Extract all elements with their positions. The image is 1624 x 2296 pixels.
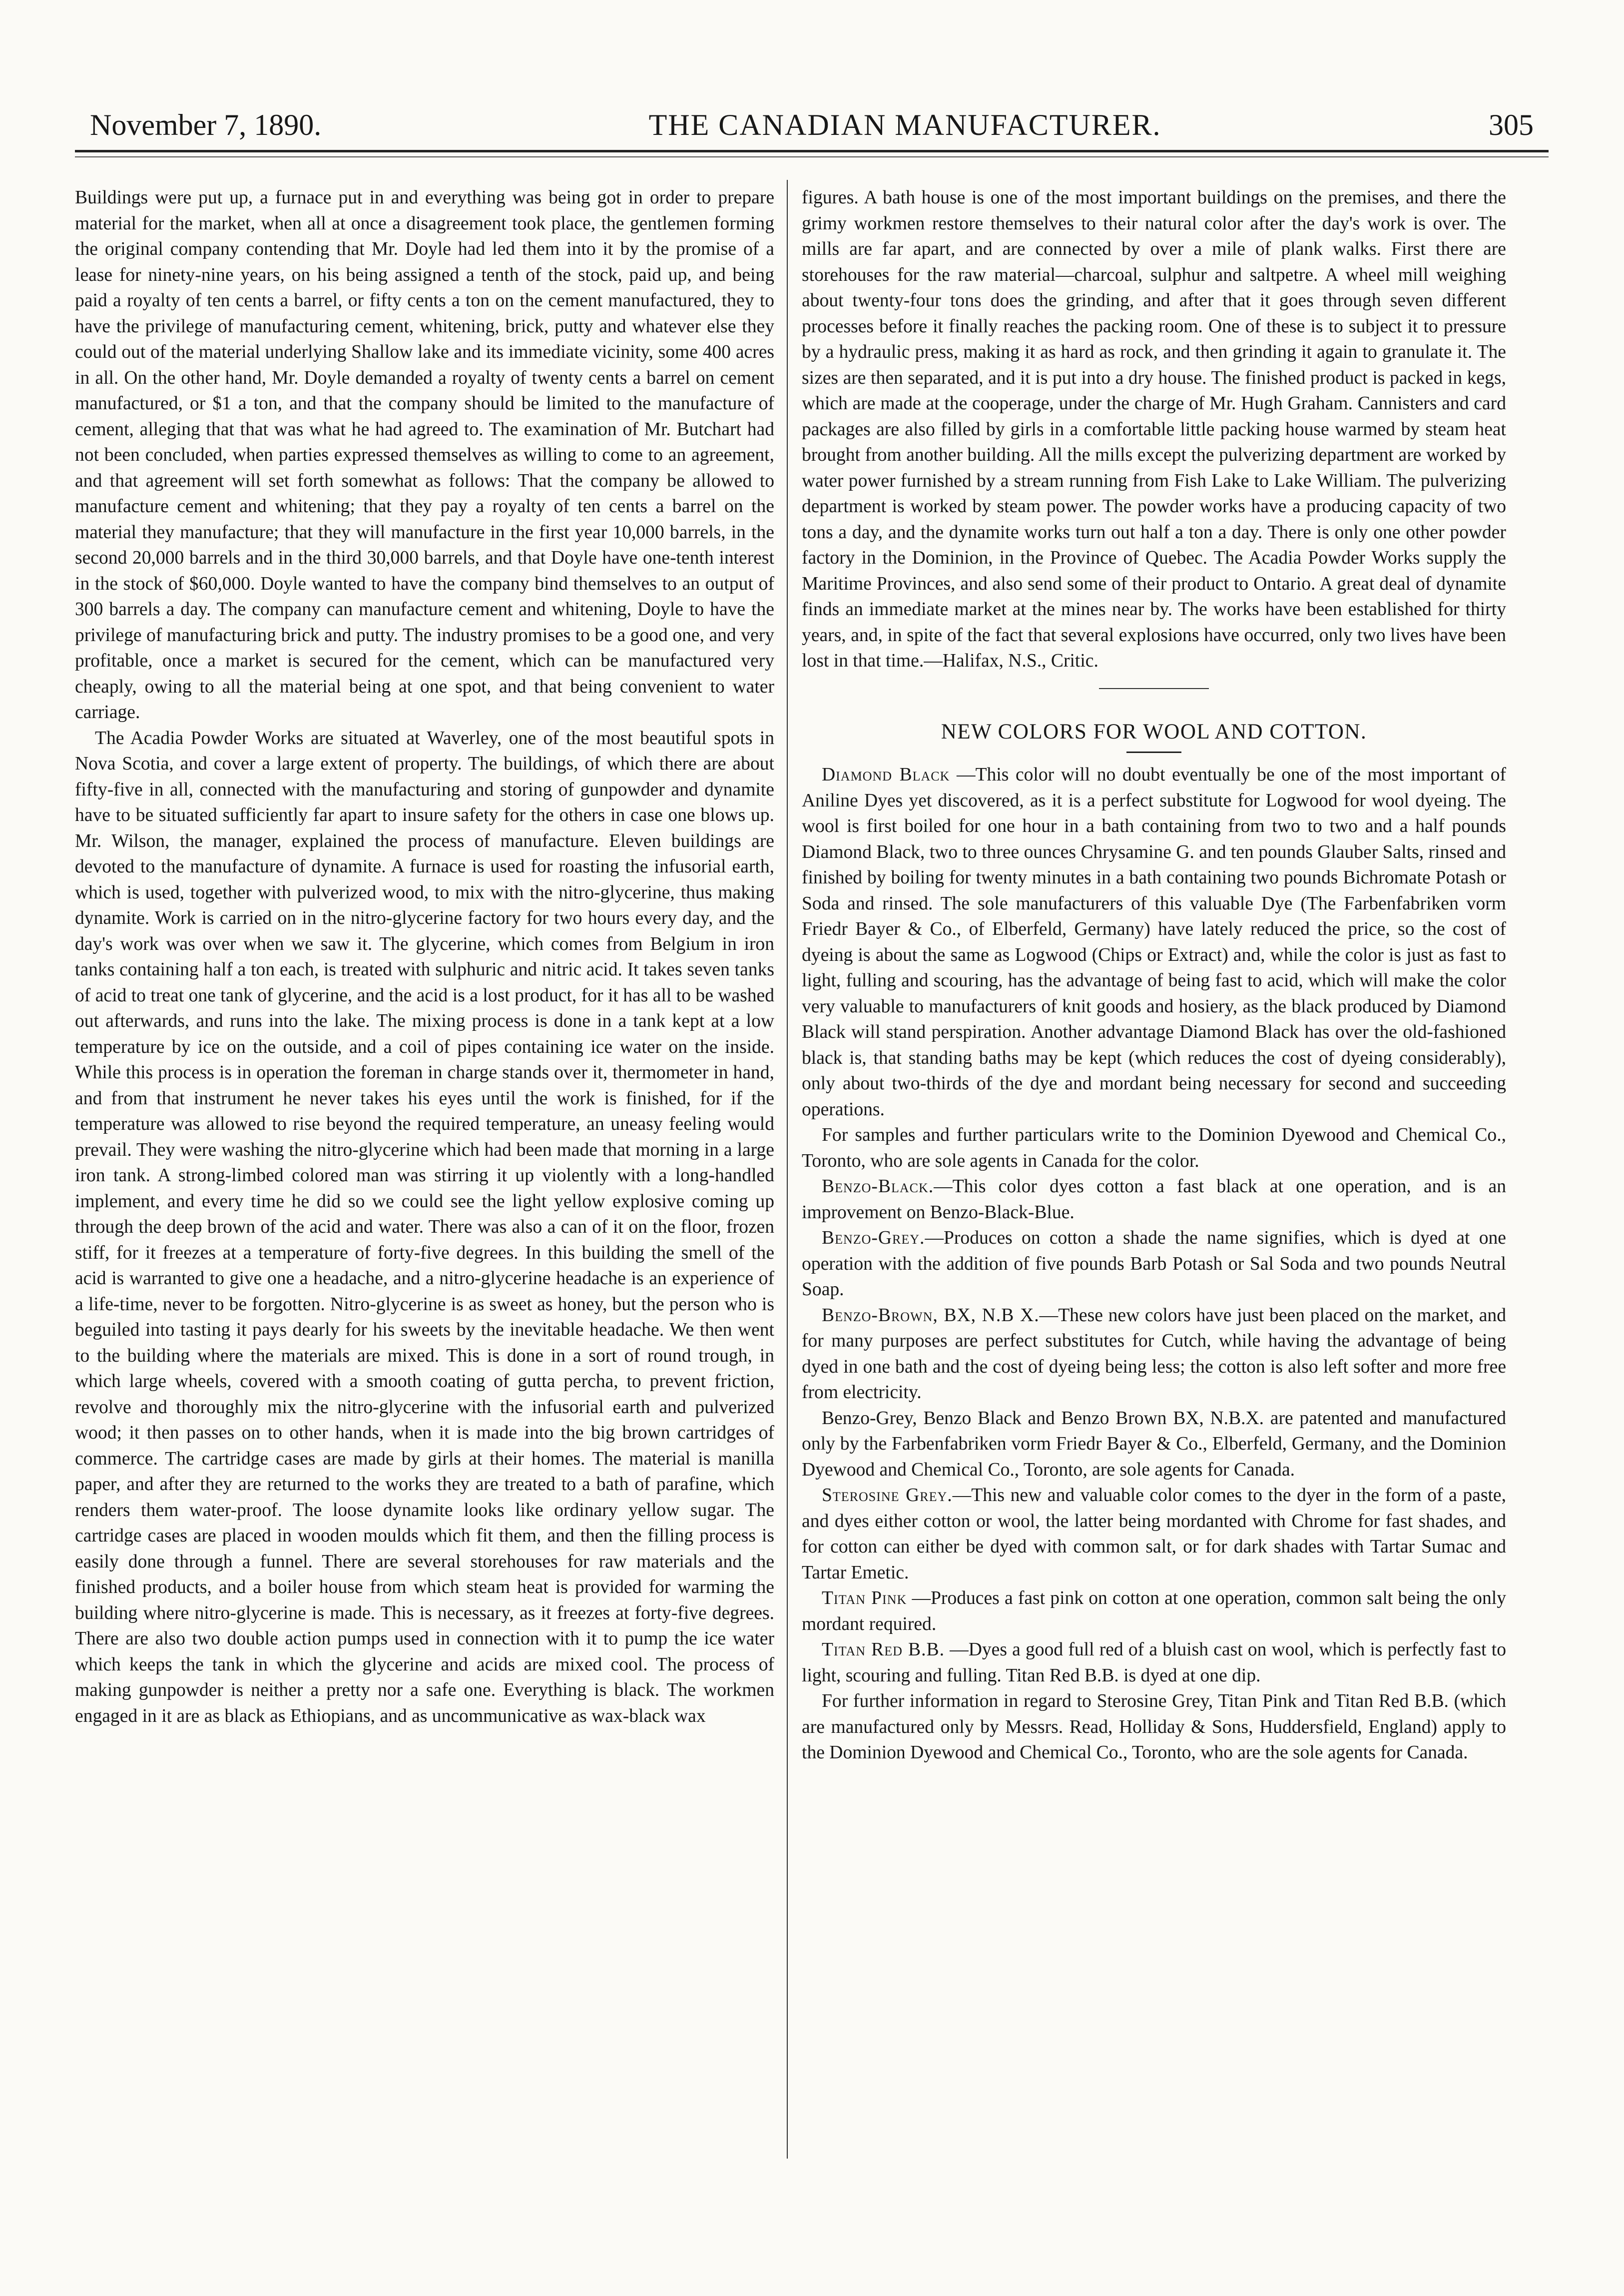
dye-description: —Produces a fast pink on cotton at one operation, common salt being the only mordant required. [802, 1588, 1506, 1634]
dye-name: Benzo-Grey. [822, 1228, 925, 1248]
issue-date: November 7, 1890. [90, 108, 322, 141]
benzo-black-paragraph [802, 1174, 1506, 1225]
dye-name: Titan Red B.B. [822, 1639, 945, 1660]
dye-description: —Dyes a good full red of a bluish cast on wool, which is perfectly fast to light, scouring and fulling. Titan Red B.B. is dyed at one dip. [802, 1639, 1506, 1686]
dye-description: —These new colors have just been placed on the market, and for many purposes are perfect substitutes for Cutch, while having the advantage of being dyed in one bath and the cost of dyeing being less; the cotton is also left softer and more free from electricity. [802, 1305, 1506, 1403]
titan-red-paragraph [802, 1637, 1506, 1688]
benzo-grey-paragraph [802, 1225, 1506, 1303]
header-rule-thin [75, 156, 1549, 157]
dye-name: Diamond Black [822, 765, 950, 785]
dye-description: —This new and valuable color comes to the dyer in the form of a paste, and dyes either cotton or wool, the latter being mordanted with Chrome for fast shades, and for cotton can either be dyed with common salt, or for dark shades with Tartar Sumac and Tartar Emetic. [802, 1485, 1506, 1583]
further-info-paragraph: For further information in regard to Sterosine Grey, Titan Pink and Titan Red B.B. (which are manufactured only by Messrs. Read, Holliday & Sons, Huddersfield, England) apply to the Dominion Dyewood and Chemical Co., Toronto, who are the sole agents for Canada. [802, 1691, 1506, 1763]
diamond-black-paragraph [802, 762, 1506, 1122]
publication-title: THE CANADIAN MANUFACTURER. [648, 108, 1161, 141]
left-column [75, 185, 774, 2164]
article-acadia-powder-paragraph: The Acadia Powder Works are situated at Waverley, one of the most beautiful spots in Nova Scotia, and cover a large extent of property. The buildings, of which there are about fifty-five in all, connected with the manufacturing and storing of gunpowder and dynamite have to be situated sufficiently far apart to insure safety for the others in case one blows up. Mr. Wilson, the manager, explained the process of manufacture. Eleven buildings are devoted to the manufacture of dynamite. A furnace is used for roasting the infusorial earth, which is used, together with pulverized wood, to mix with the nitro-glycerine, thus making dynamite. Work is carried on in the nitro-glycerine factory for two hours every day, and the day's work was over when we saw it. The glycerine, which comes from Belgium in iron tanks containing half a ton each, is treated with sulphuric and nitric acid. It takes seven tanks of acid to treat one tank of glycerine, and the acid is a lost product, for it has all to be washed out afterwards, and runs into the lake. The mixing process is done in a tank kept at a low temperature by ice on the outside, and a coil of pipes containing ice water on the inside. While this process is in operation the foreman in charge stands over it, thermometer in hand, and from that instrument he never takes his eyes until the work is finished, for if the temperature was allowed to rise beyond the required temperature, an uneasy feeling would prevail. They were washing the nitro-glycerine which had been made that morning in a large iron tank. A strong-limbed colored man was stirring it up violently with a long-handled implement, and every time he did so we could see the light yellow explosive coming up through the deep brown of the acid and water. There was also a can of it on the floor, frozen stiff, for it freezes at a temperature of forty-five degrees. In this building the smell of the acid is warranted to give one a headache, and a nitro-glycerine headache is an experience of a life-time, never to be forgotten. Nitro-glycerine is as sweet as honey, but the person who is beguiled into tasting it pays dearly for his sweets by the inevitable headache. We then went to the building where the materials are mixed. This is done in a sort of round trough, in which large wheels, covered with a smooth coating of gutta percha, to prevent friction, revolve and thoroughly mix the nitro-glycerine with the infusorial earth and pulverized wood; it then passes on to other hands, when it is made into the big brown cartridges of commerce. The cartridge cases are made by girls at their homes. The material is manilla paper, and after they are returned to the works they are treated to a bath of parafine, which renders them water-proof. The loose dynamite looks like ordinary yellow sugar. The cartridge cases are placed in wooden moulds which fit them, and then the filling process is easily done through a funnel. There are several storehouses for raw materials and the finished products, and a boiler house from which steam heat is provided for warming the building where nitro-glycerine is made. This is necessary, as it freezes at forty-five degrees. There are also two double action pumps used in connection with it to pump the ice water which keeps the tank in which the glycerine and acids are mixed cool. The process of making gunpowder is neither a pretty nor a safe one. Everything is black. The workmen engaged in it are as black as Ethiopians, and as uncommunicative as wax-black wax [75, 728, 774, 1726]
dye-name: Sterosine Grey. [822, 1485, 953, 1506]
article-cement-paragraph: Buildings were put up, a furnace put in and everything was being got in order to prepare material for the market, when all at once a disagreement took place, the gentlemen forming the original company contending that Mr. Doyle had led them into it by the promise of a lease for ninety-nine years, on his being assigned a tenth of the stock, paid up, and being paid a royalty of ten cents a barrel, or fifty cents a ton on the cement manufactured, they to have the privilege of manufacturing cement, whitening, brick, putty and whatever else they could out of the material underlying Shallow lake and its immediate vicinity, some 400 acres in all. On the other hand, Mr. Doyle demanded a royalty of twenty cents a barrel on cement manufactured, or $1 a ton, and that the company should be limited to the manufacture of cement, alleging that that was what he had agreed to. The examination of Mr. Butchart had not been concluded, when parties expressed themselves as willing to come to an agreement, and that agreement will set forth somewhat as follows: That the company be allowed to manufacture cement and whitening; that they pay a royalty of ten cents a barrel on the material they manufacture; that they will manufacture in the first year 10,000 barrels, in the second 20,000 barrels and in the third 30,000 barrels, and that Doyle have one-tenth interest in the stock of $60,000. Doyle wanted to have the company bind themselves to an output of 300 barrels a day. The company can manufacture cement and whitening, Doyle to have the privilege of manufacturing brick and putty. The industry promises to be a good one, and very profitable, once a market is secured for the cement, which can be manufactured very cheaply, owing to all the material being at one spot, and that being convenient to water carriage. [75, 187, 774, 723]
benzo-brown-paragraph [802, 1303, 1506, 1406]
column-divider [787, 180, 788, 2159]
heading-rule [1126, 752, 1181, 753]
samples-paragraph: For samples and further particulars write to the Dominion Dyewood and Chemical Co., Toronto, who are sole agents in Canada for the color. [802, 1125, 1506, 1171]
dye-name: Titan Pink [822, 1588, 907, 1608]
section-heading: NEW COLORS FOR WOOL AND COTTON. [941, 720, 1367, 744]
page-number: 305 [1488, 108, 1534, 141]
titan-pink-paragraph [802, 1585, 1506, 1637]
sterosine-grey-paragraph [802, 1483, 1506, 1585]
header-rule [75, 150, 1549, 152]
dye-description: —This color will no doubt eventually be one of the most important of Aniline Dyes yet discovered, as it is a perfect substitute for Logwood for wool dyeing. The wool is first boiled for one hour in a bath containing from two to two and a half pounds Diamond Black, two to three ounces Chrysamine G. and ten pounds Glauber Salts, rinsed and finished by boiling for twenty minutes in a bath containing two pounds Bichromate Potash or Soda and rinsed. The sole manufacturers of this valuable Dye (The Farbenfabriken vorm Friedr Bayer & Co., of Elberfeld, Germany) have lately reduced the price, so the cost of dyeing is about the same as Logwood (Chips or Extract) and, while the color is just as fast to light, fulling and scouring, has the advantage of being fast to acid, which will make the color very valuable to manufacturers of knit goods and hosiery, as the black produced by Diamond Black will stand perspiration. Another advantage Diamond Black has over the old-fashioned black is, that standing baths may be kept (which reduces the cost of dyeing considerably), only about two-thirds of the dye and mordant being necessary for second and succeeding operations. [802, 765, 1506, 1120]
patented-paragraph: Benzo-Grey, Benzo Black and Benzo Brown BX, N.B.X. are patented and manufactured only by the Farbenfabriken vorm Friedr Bayer & Co., Elberfeld, Germany, and the Dominion Dyewood and Chemical Co., Toronto, are sole agents for Canada. [802, 1408, 1506, 1480]
dye-description: —Produces on cotton a shade the name signifies, which is dyed at one operation with the addition of five pounds Barb Potash or Sal Soda and two pounds Neutral Soap. [802, 1228, 1506, 1300]
dye-description: —This color dyes cotton a fast black at one operation, and is an improvement on Benzo-Black-Blue. [802, 1176, 1506, 1223]
article-separator [1099, 688, 1209, 689]
dye-name: Benzo-Brown, BX, N.B X. [822, 1305, 1040, 1326]
right-column [802, 185, 1506, 2224]
dye-name: Benzo-Black. [822, 1176, 934, 1197]
article-powder-continued: figures. A bath house is one of the most important buildings on the premises, and there the grimy workmen restore themselves to their natural color after the day's work is over. The mills are far apart, and are connected by over a mile of plank walks. First there are storehouses for the raw material—charcoal, sulphur and saltpetre. A wheel mill weighing about twenty-four tons does the grinding, and after that it goes through seven different processes before it finally reaches the packing room. One of these is to subject it to pressure by a hydraulic press, making it as hard as rock, and then grinding it again to granulate it. The sizes are then separated, and it is put into a dry house. The finished product is packed in kegs, which are made at the cooperage, under the charge of Mr. Hugh Graham. Cannisters and card packages are also filled by girls in a comfortable little packing house warmed by steam heat brought from another building. All the mills except the pulverizing department are worked by water power furnished by a stream running from Fish Lake to Lake William. The pulverizing department is worked by steam power. The powder works have a producing capacity of two tons a day, and the dynamite works turn out half a ton a day. There is only one other powder factory in the Dominion, in the Province of Quebec. The Acadia Powder Works supply the Maritime Provinces, and also send some of their product to Ontario. A great deal of dynamite finds an immediate market at the mines near by. The works have been established for thirty years, and, in spite of the fact that several explosions have occurred, only two lives have been lost in that time.—Halifax, N.S., Critic. [802, 187, 1506, 671]
masthead [90, 95, 1534, 155]
